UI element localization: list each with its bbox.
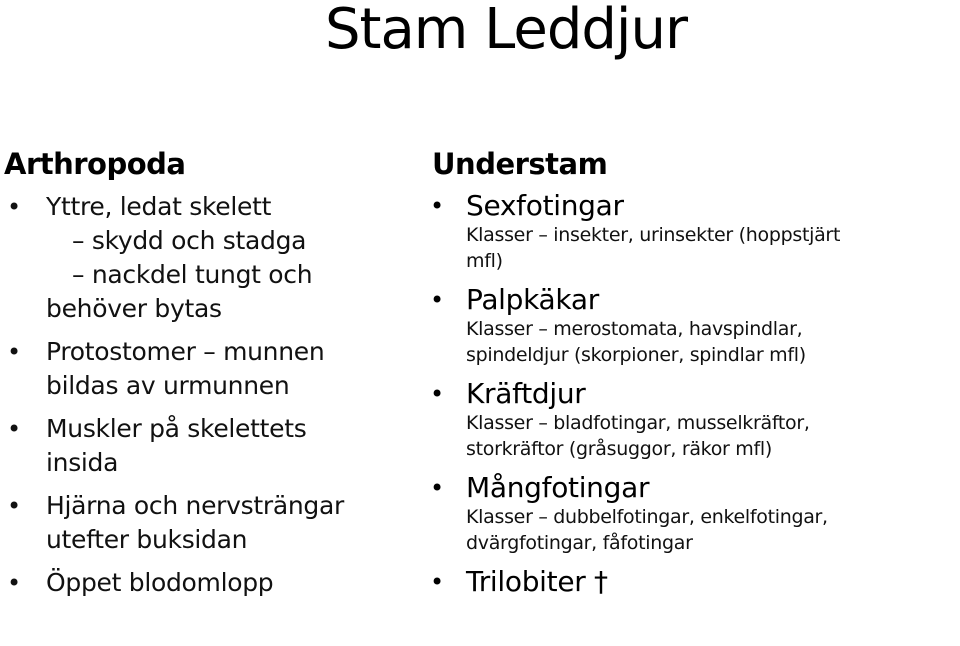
bullet-icon: • xyxy=(7,193,21,221)
bullet-icon: • xyxy=(430,192,445,220)
subphylum-name: Mångfotingar xyxy=(466,471,650,504)
list-item-circulation xyxy=(4,566,414,600)
item-line: Hjärna och nervsträngar xyxy=(46,491,344,520)
item-line: bildas av urmunnen xyxy=(46,371,290,400)
title-text: Stam Leddjur xyxy=(324,0,687,62)
subphylum-name: Palpkäkar xyxy=(466,283,599,316)
bullet-icon: • xyxy=(7,415,21,443)
subphylum-classes: dvärgfotingar, fåfotingar xyxy=(466,532,693,554)
bullet-icon: • xyxy=(7,569,21,597)
item-line: insida xyxy=(46,448,119,477)
subphylum-classes: spindeldjur (skorpioner, spindlar mfl) xyxy=(466,344,806,366)
understam-heading: Understam xyxy=(432,147,608,181)
item-text-continued: behöver bytas xyxy=(46,294,222,323)
subphylum-name: Sexfotingar xyxy=(466,189,624,222)
understam-column xyxy=(432,140,957,608)
sub-item-protection: – skydd och stadga xyxy=(72,226,307,255)
arthropoda-heading: Arthropoda xyxy=(4,147,186,181)
subphylum-myriapoda xyxy=(432,472,957,556)
subphylum-name: Trilobiter † xyxy=(466,565,608,598)
page-title xyxy=(0,0,960,60)
bullet-icon: • xyxy=(7,492,21,520)
bullet-icon: • xyxy=(430,380,445,408)
bullet-icon: • xyxy=(7,338,21,366)
subphylum-classes: storkräftor (gråsuggor, räkor mfl) xyxy=(466,438,772,460)
subphylum-classes: Klasser – bladfotingar, musselkräftor, xyxy=(466,412,810,434)
subphylum-classes: mfl) xyxy=(466,250,503,272)
item-line: Öppet blodomlopp xyxy=(46,568,274,597)
bullet-icon: • xyxy=(430,286,445,314)
subphylum-classes: Klasser – dubbelfotingar, enkelfotingar, xyxy=(466,506,828,528)
sub-item-drawback: – nackdel tungt och xyxy=(72,260,313,289)
item-text: Yttre, ledat skelett xyxy=(46,192,272,221)
bullet-icon: • xyxy=(430,568,445,596)
bullet-icon: • xyxy=(430,474,445,502)
subphylum-trilobita xyxy=(432,566,957,598)
subphylum-classes: Klasser – merostomata, havspindlar, xyxy=(466,318,803,340)
subphylum-classes: Klasser – insekter, urinsekter (hoppstjärt xyxy=(466,224,841,246)
list-item-nervous-system xyxy=(4,489,414,557)
item-line: utefter buksidan xyxy=(46,525,248,554)
subphylum-chelicerata xyxy=(432,284,957,368)
list-item-skeleton xyxy=(4,190,414,326)
item-line: Muskler på skelettets xyxy=(46,414,307,443)
subphylum-hexapoda xyxy=(432,190,957,274)
subphylum-name: Kräftdjur xyxy=(466,377,586,410)
subphylum-crustacea xyxy=(432,378,957,462)
arthropoda-column xyxy=(4,140,414,609)
list-item-muscles xyxy=(4,412,414,480)
item-line: Protostomer – munnen xyxy=(46,337,325,366)
list-item-protostomes xyxy=(4,335,414,403)
